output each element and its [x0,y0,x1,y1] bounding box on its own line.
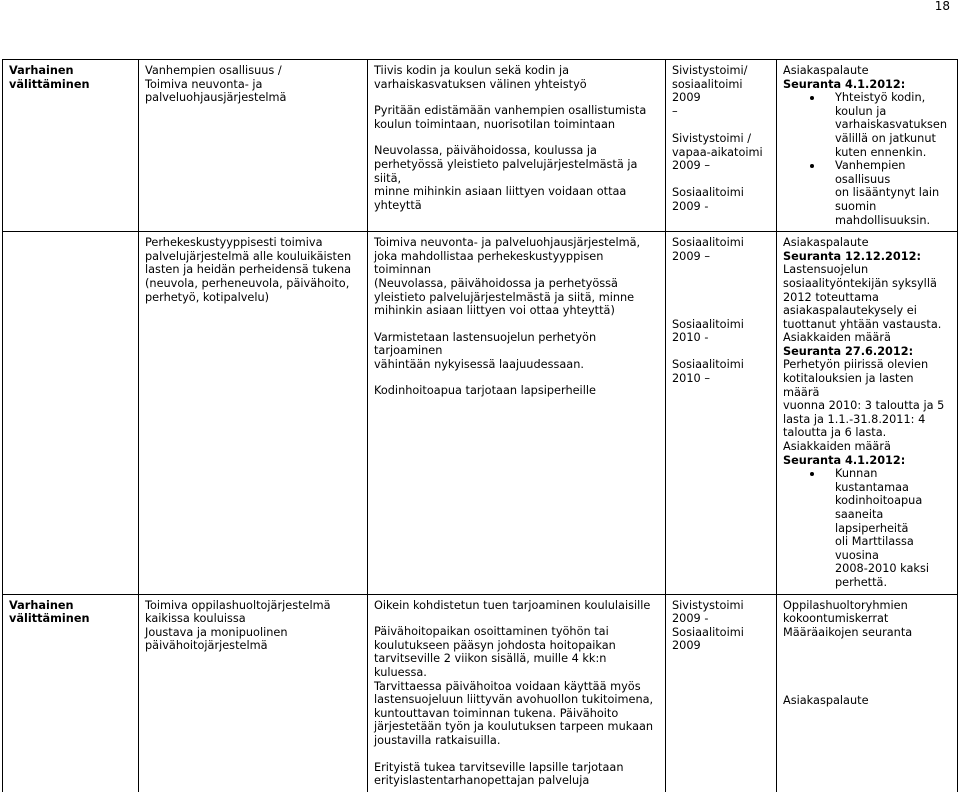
page-number: 18 [934,0,950,13]
action-paragraph: Kodinhoitoapua tarjotaan lapsiperheille [374,384,596,398]
list-item: Yhteistyö kodin, koulun ja varhaiskasvatuksen välillä on jatkunut kuten ennenkin. [835,91,953,159]
followup-label: Seuranta 4.1.2012: [783,453,906,467]
plan-table [2,59,958,792]
list-item: Vanhempien osallisuus on lisääntynyt lain suomin mahdollisuuksin. [835,159,953,227]
goal-cell: Toimiva oppilashuoltojärjestelmä kaikissa kouluissa Joustava ja monipuolinen päivähoitojärjestelmä [139,594,368,792]
action-paragraph: Varmistetaan lastensuojelun perhetyön tarjoaminen vähintään nykyisessä laajuudessaan. [374,330,597,371]
action-paragraph: Tiivis kodin ja koulun sekä kodin ja varhaiskasvatuksen välinen yhteistyö [374,64,587,91]
action-paragraph: Päivähoitopaikan osoittaminen työhön tai koulutukseen pääsyn johdosta hoitopaikan tarvitseville 2 viikon sisällä, muille 4 kk:n kuluessa. Tarvittaessa päivähoitoa voidaan käyttää myös lastensuojeluun liittyvän avohuollon tukitoimena, kuntouttavan toiminnan tukena. Päivähoito järjestetään työn ja koulutuksen tarpeen mukaan joustavilla ratkaisuilla. [374,625,654,747]
responsible-cell: Sivistystoimi/ sosiaalitoimi 2009 – Sivistystoimi / vapaa-aikatoimi 2009 – Sosiaalitoimi 2009 - [666,60,777,232]
table-row [3,594,958,792]
responsible-cell: Sivistystoimi 2009 - Sosiaalitoimi 2009 [666,594,777,792]
responsible-cell: Sosiaalitoimi 2009 – Sosiaalitoimi 2010 - Sosiaalitoimi 2010 – [666,232,777,594]
table-row [3,232,958,594]
evaluation-cell: Oppilashuoltoryhmien kokoontumiskerrat Määräaikojen seuranta Asiakaspalaute [777,594,958,792]
table-row [3,60,958,232]
action-paragraph: Pyritään edistämään vanhempien osallistumista koulun toimintaan, nuorisotilan toimintaan [374,104,647,131]
area-cell: Varhainen välittäminen [3,60,139,232]
action-paragraph: Erityistä tukea tarvitseville lapsille tarjotaan erityislastentarhanopettajan palveluja [374,760,624,788]
followup-label: Seuranta 27.6.2012: [783,344,914,358]
list-item: Kunnan kustantamaa kodinhoitoapua saaneita lapsiperheitä oli Marttilassa vuosina 2008-2010 kaksi perhettä. [835,467,953,589]
evaluation-cell: Asiakaspalaute Seuranta 4.1.2012: Yhteistyö kodin, koulun ja varhaiskasvatuksen välillä on jatkunut kuten ennenkin. Vanhempien osallisuus on lisääntynyt lain suomin mahdollisuuksin. [777,60,958,232]
action-paragraph: Toimiva neuvonta- ja palveluohjausjärjestelmä, joka mahdollistaa perhekeskustyyppisen toiminnan (Neuvolassa, päivähoidossa ja perhetyössä yleistieto palvelujärjestelmästä ja siitä, minne mihinkin asiaan liittyen voi ottaa yhteyttä) [374,236,641,318]
goal-cell: Perhekeskustyyppisesti toimiva palvelujärjestelmä alle kouluikäisten lasten ja heidän perheidensä tukena (neuvola, perheneuvola, päivähoito, perhetyö, kotipalvelu) [139,232,368,594]
evaluation-cell: Asiakaspalaute Seuranta 12.12.2012: Lastensuojelun sosiaalityöntekijän syksyllä 2012 toteuttama asiakaspalautekysely ei tuottanut yhtään vastausta. Asiakkaiden määrä Seuranta 27.6.2012: Perhetyön piirissä olevien kotitalouksien ja lasten määrä vuonna 2010: 3 taloutta ja 5 lasta ja 1.1.-31.8.2011: 4 taloutta ja 6 lasta. Asiakkaiden määrä Seuranta 4.1.2012: Kunnan kustantamaa kodinhoitoapua saaneita lapsiperheitä oli Marttilassa vuosina 2008-2010 kaksi perhettä. [777,232,958,594]
followup-label: Seuranta 12.12.2012: [783,249,922,263]
followup-label: Seuranta 4.1.2012: [783,77,906,91]
action-cell [368,232,666,594]
area-cell: Varhainen välittäminen [3,594,139,792]
action-cell [368,60,666,232]
action-paragraph: Neuvolassa, päivähoidossa, koulussa ja perhetyössä yleistieto palvelujärjestelmästä ja siitä, minne mihinkin asiaan liittyen voidaan ottaa yhteyttä [374,144,638,212]
action-cell [368,594,666,792]
area-cell [3,232,139,594]
action-paragraph: Oikein kohdistetun tuen tarjoaminen koululaisille [374,598,651,612]
goal-cell: Vanhempien osallisuus / Toimiva neuvonta- ja palveluohjausjärjestelmä [139,60,368,232]
